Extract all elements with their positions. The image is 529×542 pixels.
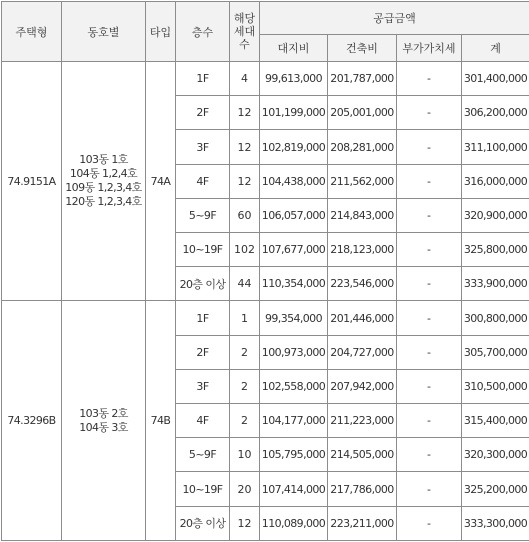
cell-vat: - xyxy=(397,472,462,506)
cell-floor: 1F xyxy=(176,62,230,96)
header-building: 건축비 xyxy=(328,35,397,62)
cell-land: 99,613,000 xyxy=(260,62,328,96)
cell-building: 211,223,000 xyxy=(328,404,397,438)
cell-total: 320,300,000 xyxy=(462,438,529,472)
cell-land: 104,438,000 xyxy=(260,164,328,198)
cell-vat: - xyxy=(397,130,462,164)
cell-floor: 20층 이상 xyxy=(176,267,230,301)
cell-floor: 20층 이상 xyxy=(176,506,230,540)
cell-vat: - xyxy=(397,335,462,369)
cell-vat: - xyxy=(397,198,462,232)
table-row xyxy=(2,62,529,96)
cell-floor: 10~19F xyxy=(176,472,230,506)
cell-households: 44 xyxy=(230,267,260,301)
cell-vat: - xyxy=(397,506,462,540)
cell-land: 99,354,000 xyxy=(260,301,328,335)
cell-building: 201,787,000 xyxy=(328,62,397,96)
header-land: 대지비 xyxy=(260,35,328,62)
cell-households: 2 xyxy=(230,404,260,438)
cell-total: 305,700,000 xyxy=(462,335,529,369)
cell-floor: 1F xyxy=(176,301,230,335)
cell-vat: - xyxy=(397,233,462,267)
cell-land: 106,057,000 xyxy=(260,198,328,232)
cell-floor: 4F xyxy=(176,164,230,198)
cell-households: 10 xyxy=(230,438,260,472)
cell-households: 1 xyxy=(230,301,260,335)
cell-floor: 3F xyxy=(176,369,230,403)
cell-land: 100,973,000 xyxy=(260,335,328,369)
cell-land: 110,354,000 xyxy=(260,267,328,301)
header-housing-type: 주택형 xyxy=(2,2,62,62)
cell-land: 107,414,000 xyxy=(260,472,328,506)
cell-households: 2 xyxy=(230,335,260,369)
cell-total: 320,900,000 xyxy=(462,198,529,232)
cell-total: 310,500,000 xyxy=(462,369,529,403)
cell-floor: 3F xyxy=(176,130,230,164)
cell-land: 110,089,000 xyxy=(260,506,328,540)
cell-households: 2 xyxy=(230,369,260,403)
cell-building: 211,562,000 xyxy=(328,164,397,198)
cell-building: 214,505,000 xyxy=(328,438,397,472)
table-body xyxy=(2,62,529,541)
cell-total: 316,000,000 xyxy=(462,164,529,198)
cell-total: 306,200,000 xyxy=(462,96,529,130)
cell-vat: - xyxy=(397,164,462,198)
cell-land: 104,177,000 xyxy=(260,404,328,438)
cell-vat: - xyxy=(397,301,462,335)
cell-vat: - xyxy=(397,267,462,301)
cell-households: 12 xyxy=(230,96,260,130)
cell-housing-type: 74.3296B xyxy=(2,301,62,541)
cell-vat: - xyxy=(397,96,462,130)
header-supply-price: 공급금액 xyxy=(260,2,529,35)
supply-price-table xyxy=(1,1,529,541)
header-vat: 부가가치세 xyxy=(397,35,462,62)
cell-building: 201,446,000 xyxy=(328,301,397,335)
cell-total: 300,800,000 xyxy=(462,301,529,335)
cell-households: 12 xyxy=(230,130,260,164)
table-header xyxy=(2,2,529,62)
cell-building: 204,727,000 xyxy=(328,335,397,369)
cell-vat: - xyxy=(397,62,462,96)
cell-floor: 10~19F xyxy=(176,233,230,267)
header-type: 타입 xyxy=(146,2,176,62)
cell-type: 74B xyxy=(146,301,176,541)
header-households: 해당 세대 수 xyxy=(230,2,260,62)
cell-building: 205,001,000 xyxy=(328,96,397,130)
cell-total: 301,400,000 xyxy=(462,62,529,96)
cell-building: 217,786,000 xyxy=(328,472,397,506)
cell-total: 333,900,000 xyxy=(462,267,529,301)
cell-floor: 2F xyxy=(176,335,230,369)
cell-floor: 5~9F xyxy=(176,198,230,232)
cell-households: 12 xyxy=(230,164,260,198)
cell-total: 325,800,000 xyxy=(462,233,529,267)
cell-building: 218,123,000 xyxy=(328,233,397,267)
cell-households: 102 xyxy=(230,233,260,267)
cell-building: 223,546,000 xyxy=(328,267,397,301)
cell-building: 214,843,000 xyxy=(328,198,397,232)
cell-units: 103동 2호 104동 3호 xyxy=(62,301,146,541)
cell-land: 107,677,000 xyxy=(260,233,328,267)
cell-building: 223,211,000 xyxy=(328,506,397,540)
cell-land: 101,199,000 xyxy=(260,96,328,130)
header-total: 계 xyxy=(462,35,529,62)
cell-total: 311,100,000 xyxy=(462,130,529,164)
cell-floor: 4F xyxy=(176,404,230,438)
cell-housing-type: 74.9151A xyxy=(2,62,62,301)
cell-units: 103동 1호 104동 1,2,4호 109동 1,2,3,4호 120동 1,2,3,4호 xyxy=(62,62,146,301)
cell-land: 102,558,000 xyxy=(260,369,328,403)
cell-vat: - xyxy=(397,369,462,403)
header-floor: 층수 xyxy=(176,2,230,62)
cell-total: 315,400,000 xyxy=(462,404,529,438)
cell-building: 208,281,000 xyxy=(328,130,397,164)
cell-households: 20 xyxy=(230,472,260,506)
cell-floor: 5~9F xyxy=(176,438,230,472)
cell-floor: 2F xyxy=(176,96,230,130)
cell-households: 12 xyxy=(230,506,260,540)
cell-households: 60 xyxy=(230,198,260,232)
cell-vat: - xyxy=(397,438,462,472)
cell-building: 207,942,000 xyxy=(328,369,397,403)
cell-total: 333,300,000 xyxy=(462,506,529,540)
cell-land: 105,795,000 xyxy=(260,438,328,472)
cell-land: 102,819,000 xyxy=(260,130,328,164)
cell-total: 325,200,000 xyxy=(462,472,529,506)
table-row xyxy=(2,301,529,335)
cell-vat: - xyxy=(397,404,462,438)
cell-type: 74A xyxy=(146,62,176,301)
cell-households: 4 xyxy=(230,62,260,96)
header-unit-by-building: 동호별 xyxy=(62,2,146,62)
